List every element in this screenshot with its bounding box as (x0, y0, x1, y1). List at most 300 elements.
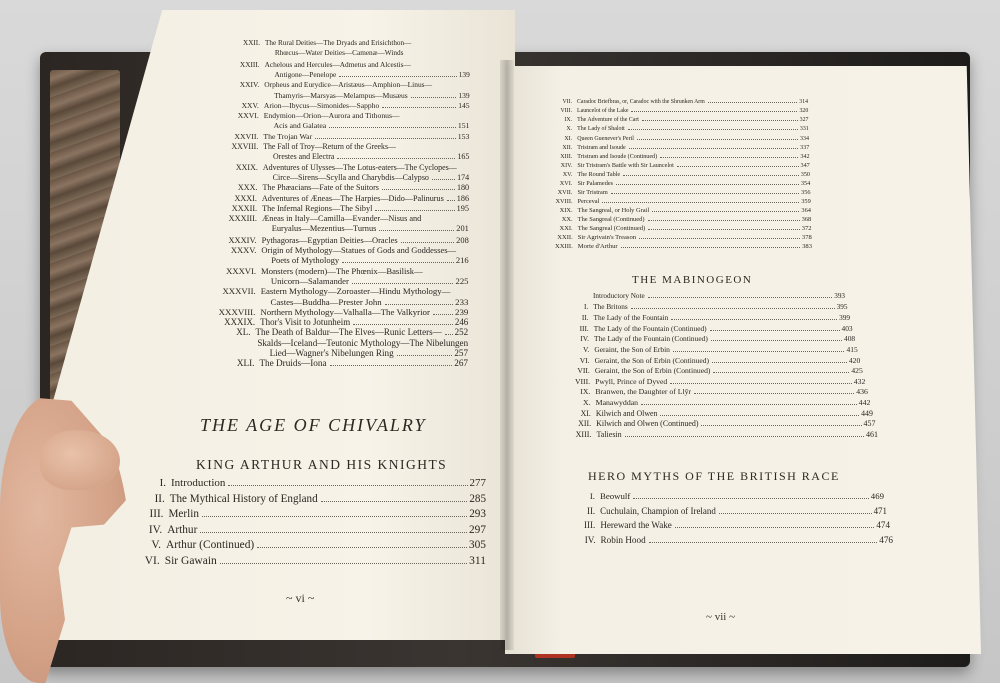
toc-entry-number: VI. (144, 554, 160, 567)
leader-dots (611, 193, 799, 194)
toc-entry (530, 304, 848, 312)
toc-entry-number: XXXI. (234, 193, 257, 203)
leader-dots (397, 355, 453, 356)
toc-entry-title: The Rural Deities—The Dryads and Erisichthon— (265, 39, 412, 47)
toc-entry (183, 133, 470, 142)
toc-entry-page: 399 (839, 313, 851, 323)
leader-dots (342, 262, 454, 263)
toc-entry-title: Adventures of Ulysses—The Lotus-eaters—The Cyclopes— (262, 162, 457, 172)
toc-entry-number: XXX. (237, 183, 258, 193)
toc-entry-page: 364 (801, 207, 811, 214)
section-title: THE AGE OF CHIVALRY (200, 415, 427, 435)
toc-entry (185, 102, 469, 111)
toc-entry-title: Euryalus—Mezentius—Turnus (271, 224, 377, 234)
toc-entry-title: The Phæacians—Fate of the Suitors (262, 183, 379, 193)
toc-entry (175, 225, 468, 234)
toc-entry (177, 205, 469, 214)
leader-dots (445, 334, 453, 335)
toc-entry-title: Adventures of Æneas—The Harpies—Dido—Palinurus (261, 193, 444, 203)
toc-entry-title: Arion—Ibycus—Simonides—Sappho (263, 100, 380, 110)
toc-entry (182, 143, 469, 151)
toc-entry (530, 314, 851, 323)
toc-entry-number: XXIX. (235, 162, 258, 172)
leader-dots (352, 283, 454, 284)
leader-dots (202, 516, 467, 517)
toc-entry-page: 425 (851, 366, 863, 376)
toc-entry-title: The Fall of Troy—Return of the Greeks— (263, 142, 396, 151)
toc-entry-page: 342 (800, 154, 810, 160)
toc-entry (120, 556, 486, 568)
folio-ornament: ~ (729, 611, 736, 623)
leader-dots (648, 229, 800, 230)
toc-entry-title: Sir Palamedes (577, 180, 614, 187)
thumb (40, 430, 120, 490)
leader-dots (379, 230, 454, 231)
toc-entry-title: Introductory Note (593, 292, 645, 300)
toc-entry-number: XVI. (559, 180, 573, 187)
toc-entry (540, 492, 884, 502)
toc-entry-page: 239 (455, 306, 469, 317)
toc-entry-page: 457 (863, 419, 876, 429)
toc-entry-number: IX. (580, 387, 591, 397)
toc-entry (125, 509, 486, 520)
toc-entry (528, 399, 871, 408)
leader-dots (670, 383, 851, 384)
toc-entry-title: Thamyris—Marsyas—Melampus—Musæus (274, 90, 408, 100)
toc-entry-number: XXI. (559, 225, 573, 232)
toc-entry-title: Perceval (577, 198, 600, 205)
leader-dots (337, 158, 455, 159)
toc-entry (529, 136, 809, 143)
leader-dots (625, 436, 864, 437)
toc-entry (539, 521, 890, 531)
toc-entry-number: XXXVIII. (218, 306, 256, 317)
leader-dots (631, 308, 835, 309)
toc-entry-title: Thor's Visit to Jotunheim (260, 317, 351, 328)
toc-entry (184, 112, 469, 120)
toc-entry (526, 217, 811, 224)
toc-entry-page: 476 (879, 534, 893, 545)
toc-entry-title: Beowulf (600, 491, 631, 501)
toc-entry-number: XXXV. (230, 245, 257, 255)
toc-entry (126, 494, 486, 505)
toc-entry-title: Sir Tristram's Battle with Sir Launcelot (577, 163, 674, 169)
toc-entry (529, 325, 852, 334)
leader-dots (649, 542, 878, 543)
toc-entry-number: XXII. (557, 234, 573, 241)
toc-entry-page: 442 (858, 398, 871, 407)
toc-entry-page: 151 (457, 121, 470, 131)
toc-entry-title: The Sangreal (Continued) (577, 216, 645, 223)
toc-entry-title: Geraint, the Son of Erbin (Continued) (594, 355, 710, 365)
toc-entry-title: Unicorn—Salamander (270, 275, 349, 286)
toc-entry-number: V. (582, 345, 590, 354)
toc-entry-number: XXVI. (237, 111, 259, 121)
leader-dots (432, 179, 455, 180)
toc-entry (527, 420, 875, 429)
toc-entry (173, 256, 469, 266)
leader-dots (633, 498, 869, 499)
toc-entry (528, 388, 868, 397)
toc-entry-number: III. (149, 508, 164, 520)
toc-entry-number: IX. (564, 117, 573, 123)
leader-dots (631, 111, 797, 112)
toc-entry-title: Branwen, the Daughter of Llŷr (595, 387, 692, 397)
leader-dots (639, 238, 800, 239)
toc-entry (186, 92, 470, 101)
leader-dots (652, 211, 799, 212)
toc-entry-page: 471 (873, 505, 887, 516)
toc-entry-title: Poets of Mythology (271, 255, 340, 266)
folio-left (286, 591, 314, 606)
leader-dots (713, 372, 849, 373)
toc-entry-page: 195 (456, 203, 469, 213)
toc-entry-title: Merlin (168, 508, 199, 520)
toc-entry-title: Rhœcus—Water Deities—Camenæ—Winds (274, 49, 404, 58)
toc-entry-page: 415 (846, 345, 858, 354)
toc-entry-title: The Infernal Regions—The Sibyl (262, 203, 373, 213)
toc-entry-number: XI. (564, 136, 573, 142)
toc-entry (170, 298, 469, 308)
toc-entry-title: The Trojan War (263, 131, 313, 141)
toc-entry-number: IV. (148, 523, 163, 536)
toc-entry (527, 190, 811, 197)
toc-entry-title: Manawyddan (595, 398, 639, 407)
leader-dots (712, 362, 847, 363)
toc-entry-page: 403 (841, 323, 853, 333)
leader-dots (629, 148, 798, 149)
toc-entry-page: 285 (469, 492, 486, 505)
toc-entry (165, 359, 468, 369)
toc-entry-number: I. (584, 302, 589, 311)
toc-entry-title: The Druids—Iona (259, 358, 327, 369)
toc-entry-number: VI. (579, 355, 590, 365)
leader-dots (257, 547, 467, 548)
leader-dots (433, 314, 453, 315)
toc-entry-page: 327 (799, 117, 809, 123)
toc-entry (527, 181, 810, 188)
folio-number: vii (714, 611, 727, 623)
toc-entry (176, 215, 469, 223)
toc-entry-number: XXXIX. (224, 317, 256, 328)
toc-entry-title: Cuchulain, Champion of Ireland (600, 505, 716, 516)
toc-entry-page: 395 (836, 302, 848, 311)
toc-entry-page: 201 (456, 224, 469, 234)
leader-dots (711, 340, 842, 341)
toc-entry-page: 359 (801, 198, 811, 205)
toc-entry (180, 174, 470, 183)
toc-entry (181, 153, 469, 162)
toc-entry-page: 320 (799, 108, 809, 114)
toc-entry-title: The Sangreal (Continued) (577, 225, 646, 232)
toc-entry-page: 139 (458, 69, 470, 79)
toc-entry-title: The Sangreal, or Holy Grail (577, 207, 650, 214)
toc-entry-title: The Mythical History of England (169, 492, 318, 505)
toc-entry-number: I. (589, 491, 595, 501)
toc-entry-title: Introduction (171, 477, 226, 489)
leader-dots (382, 189, 455, 190)
toc-entry-title: Lied—Wagner's Nibelungen Ring (269, 348, 394, 358)
leader-dots (710, 330, 840, 331)
toc-entry (530, 100, 808, 106)
toc-entry (528, 172, 811, 179)
toc-entry-number: XXXIV. (228, 234, 257, 245)
toc-entry-title: Origin of Mythology—Statues of Gods and Goddesses— (261, 245, 457, 255)
toc-entry (527, 199, 811, 206)
toc-entry-page: 347 (800, 163, 810, 169)
toc-entry-page: 216 (455, 255, 469, 266)
toc-entry-page: 186 (456, 193, 470, 203)
toc-entry (529, 357, 861, 366)
toc-entry-page: 277 (469, 477, 486, 489)
toc-entry (184, 122, 470, 131)
toc-entry (528, 378, 865, 387)
toc-entry-title: Achelous and Hercules—Admetus and Alcestis— (264, 59, 411, 69)
leader-dots (660, 415, 859, 416)
subsection-title: KING ARTHUR AND HIS KNIGHTS (196, 457, 448, 472)
folio-ornament: ~ (286, 591, 293, 605)
toc-entry-title: Queen Guenever's Peril (577, 136, 634, 142)
toc-entry-title: The Lady of the Fountain (593, 313, 669, 323)
toc-entry-title: Orpheus and Eurydice—Aristæus—Amphion—Linus— (264, 80, 433, 90)
leader-dots (200, 532, 467, 533)
toc-entry-number: V. (151, 539, 161, 551)
toc-entry-number: XXXIII. (228, 214, 257, 224)
toc-entry (167, 339, 469, 348)
toc-entry-page: 436 (856, 387, 868, 397)
toc-entry-title: Castes—Buddha—Prester John (270, 296, 382, 307)
leader-dots (675, 527, 875, 528)
toc-entry-number: XLI. (236, 358, 255, 369)
leader-dots (677, 166, 799, 167)
toc-entry-number: VIII. (574, 376, 591, 386)
toc-entry-page: 267 (454, 358, 468, 369)
toc-entry-number: II. (586, 505, 596, 516)
toc-entry-title: The Death of Baldur—The Elves—Runic Letters— (255, 327, 442, 338)
toc-entry-number: XII. (562, 145, 573, 151)
leader-dots (708, 102, 798, 103)
toc-entry-page: 293 (469, 508, 486, 520)
leader-dots (382, 107, 456, 108)
toc-entry-page: 257 (454, 348, 469, 358)
toc-entry-page: 469 (870, 491, 884, 501)
toc-entry-number: IV. (584, 534, 596, 545)
toc-entry-page: 246 (454, 317, 469, 328)
toc-entry (528, 145, 809, 152)
toc-entry-page: 165 (457, 152, 470, 162)
toc-entry (187, 81, 470, 88)
folio-ornament: ~ (706, 611, 712, 623)
folio-right (706, 611, 735, 623)
toc-entry-page: 337 (800, 145, 810, 151)
leader-dots (642, 120, 798, 121)
toc-entry-number: XX. (561, 216, 573, 223)
toc-entry-number: XXIII. (239, 59, 260, 69)
toc-entry-page: 449 (861, 408, 873, 418)
toc-entry-page: 408 (843, 334, 856, 344)
toc-entry-page: 432 (853, 376, 866, 386)
leader-dots (616, 184, 799, 185)
toc-entry-title: Kilwich and Olwen (595, 408, 658, 418)
toc-entry-title: Eastern Mythology—Zoroaster—Hindu Mythology— (260, 286, 451, 297)
toc-entry (188, 71, 470, 80)
toc-entry (174, 246, 469, 254)
toc-entry (525, 244, 812, 251)
toc-entry-title: Skalds—Iceland—Teutonic Mythology—The Nibelungen (257, 337, 469, 348)
toc-entry-number: XIII. (575, 429, 592, 439)
toc-entry-page: 305 (468, 539, 486, 551)
leader-dots (660, 157, 798, 158)
toc-entry-number: III. (579, 323, 589, 333)
toc-entry-title: Launcelot of the Lake (577, 108, 629, 114)
toc-entry-number: XXII. (243, 39, 260, 47)
toc-entry-page: 174 (457, 172, 470, 182)
leader-dots (637, 139, 798, 140)
toc-entry (529, 127, 809, 133)
leader-dots (339, 76, 456, 77)
toc-entry-title: Monsters (modern)—The Phœnix—Basilisk— (261, 265, 423, 276)
toc-entry-page: 225 (455, 275, 469, 286)
toc-entry-number: XVII. (557, 189, 573, 196)
toc-entry-page: 354 (800, 180, 811, 187)
toc-entry (179, 184, 469, 193)
toc-entry-page: 474 (876, 520, 890, 531)
toc-entry (529, 118, 808, 124)
toc-entry (188, 61, 469, 68)
toc-entry-number: II. (154, 492, 165, 505)
toc-entry-number: XXVII. (234, 131, 259, 141)
toc-entry-page: 368 (801, 216, 812, 223)
toc-entry-number: XXVIII. (231, 142, 259, 151)
leader-dots (401, 242, 454, 243)
leader-dots (641, 404, 857, 405)
toc-entry-title: The Lady of Shalott (577, 126, 625, 132)
toc-entry-title: Tristram and Isoude (Continued) (577, 154, 658, 160)
toc-entry-page: 356 (801, 189, 811, 196)
toc-entry (189, 50, 470, 57)
toc-entry (167, 328, 468, 338)
leader-dots (447, 200, 455, 201)
toc-entry-title: Sir Agrivain's Treason (577, 234, 637, 241)
leader-dots (648, 220, 800, 221)
leader-dots (329, 127, 456, 128)
toc-entry-page: 378 (801, 234, 812, 241)
toc-entry-title: Circe—Sirens—Scylla and Charybdis—Calypso (272, 172, 429, 182)
toc-entry-number: VIII. (560, 108, 573, 114)
toc-entry-title: Kilwich and Olwen (Continued) (596, 419, 699, 429)
toc-entry-page: 383 (802, 243, 812, 250)
toc-entry-page: 372 (801, 225, 812, 232)
toc-entry (122, 540, 486, 551)
toc-entry-number: XIX. (559, 207, 573, 214)
toc-entry-page: 461 (866, 429, 878, 439)
toc-entry-title: Robin Hood (600, 534, 646, 545)
toc-entry-page: 233 (455, 296, 469, 307)
toc-entry-title: Arthur (167, 523, 198, 536)
toc-entry-number: VII. (577, 366, 590, 376)
folio-number: vi (295, 591, 305, 605)
toc-entry (528, 154, 809, 161)
toc-entry-page: 420 (848, 355, 861, 365)
leader-dots (648, 297, 833, 298)
toc-entry-number: XXIII. (555, 243, 573, 250)
toc-entry-number: XII. (578, 419, 592, 429)
toc-entry-page: 331 (799, 126, 809, 132)
toc-entry-number: XXV. (241, 100, 259, 110)
toc-entry-title: Pythagoras—Egyptian Deities—Oracles (261, 234, 398, 245)
toc-entry-title: Morte d'Arthur (577, 243, 618, 250)
toc-entry (180, 164, 469, 172)
toc-entry-number: X. (583, 398, 591, 407)
toc-entry (526, 208, 811, 215)
mabinogeon-title: THE MABINOGEON (632, 274, 753, 286)
toc-entry-title: Sir Gawain (164, 554, 217, 567)
toc-entry-number: XIII. (560, 154, 573, 160)
toc-entry-title: Orestes and Electra (273, 152, 335, 162)
toc-entry-title: Northern Mythology—Valhalla—The Valkyrior (260, 306, 430, 317)
leader-dots (220, 563, 467, 564)
toc-entry-page: 314 (799, 99, 808, 105)
leader-dots (330, 365, 453, 366)
toc-entry-page: 180 (456, 183, 470, 193)
toc-entry (172, 267, 468, 276)
leader-dots (385, 304, 453, 305)
toc-entry-number: XXXVI. (226, 265, 257, 276)
toc-entry-title: Antigone—Penelope (274, 69, 337, 79)
toc-entry (529, 346, 858, 355)
book-gutter (500, 60, 514, 650)
toc-entry-title: Taliesin (596, 429, 622, 439)
toc-entry (530, 109, 809, 115)
leader-dots (623, 175, 799, 176)
leader-dots (228, 485, 467, 486)
toc-entry-title: Acis and Galatea (273, 121, 327, 131)
toc-entry-title: Æneas in Italy—Camilla—Evander—Nisus and (261, 214, 422, 224)
toc-entry-page: 145 (458, 100, 470, 110)
toc-entry-title: Arthur (Continued) (165, 539, 255, 551)
toc-entry-title: Caradoc Briefbras, or, Caradoc with the Shrunken Arm (577, 99, 705, 105)
toc-entry-title: Sir Tristram (577, 189, 608, 196)
toc-entry (123, 525, 486, 536)
hero-myths-title: HERO MYTHS OF THE BRITISH RACE (588, 469, 840, 483)
toc-entry-title: The Britons (593, 302, 628, 311)
toc-entry (539, 507, 887, 517)
leader-dots (673, 351, 845, 352)
toc-entry-number: XXXII. (231, 203, 258, 213)
toc-entry (128, 478, 486, 489)
toc-entry (178, 195, 469, 204)
toc-entry-title: Geraint, the Son of Erbin (Continued) (594, 366, 711, 376)
leader-dots (353, 324, 453, 325)
leader-dots (701, 425, 861, 426)
toc-entry-page: 208 (456, 234, 469, 245)
toc-entry-number: XVIII. (555, 198, 573, 205)
toc-entry-number: III. (584, 520, 596, 531)
folio-ornament: ~ (307, 591, 315, 605)
toc-entry-title: Hereward the Wake (600, 520, 672, 531)
leader-dots (315, 138, 456, 139)
toc-entry-title: Tristram and Isoude (577, 145, 626, 151)
toc-entry-number: XIV. (560, 163, 573, 169)
leader-dots (671, 319, 837, 320)
toc-entry-number: VII. (562, 99, 572, 105)
leader-dots (621, 247, 801, 248)
leader-dots (602, 202, 799, 203)
toc-entry-number: XL. (236, 327, 251, 338)
toc-entry (171, 287, 469, 296)
leader-dots (628, 129, 798, 130)
toc-entry (527, 410, 872, 419)
